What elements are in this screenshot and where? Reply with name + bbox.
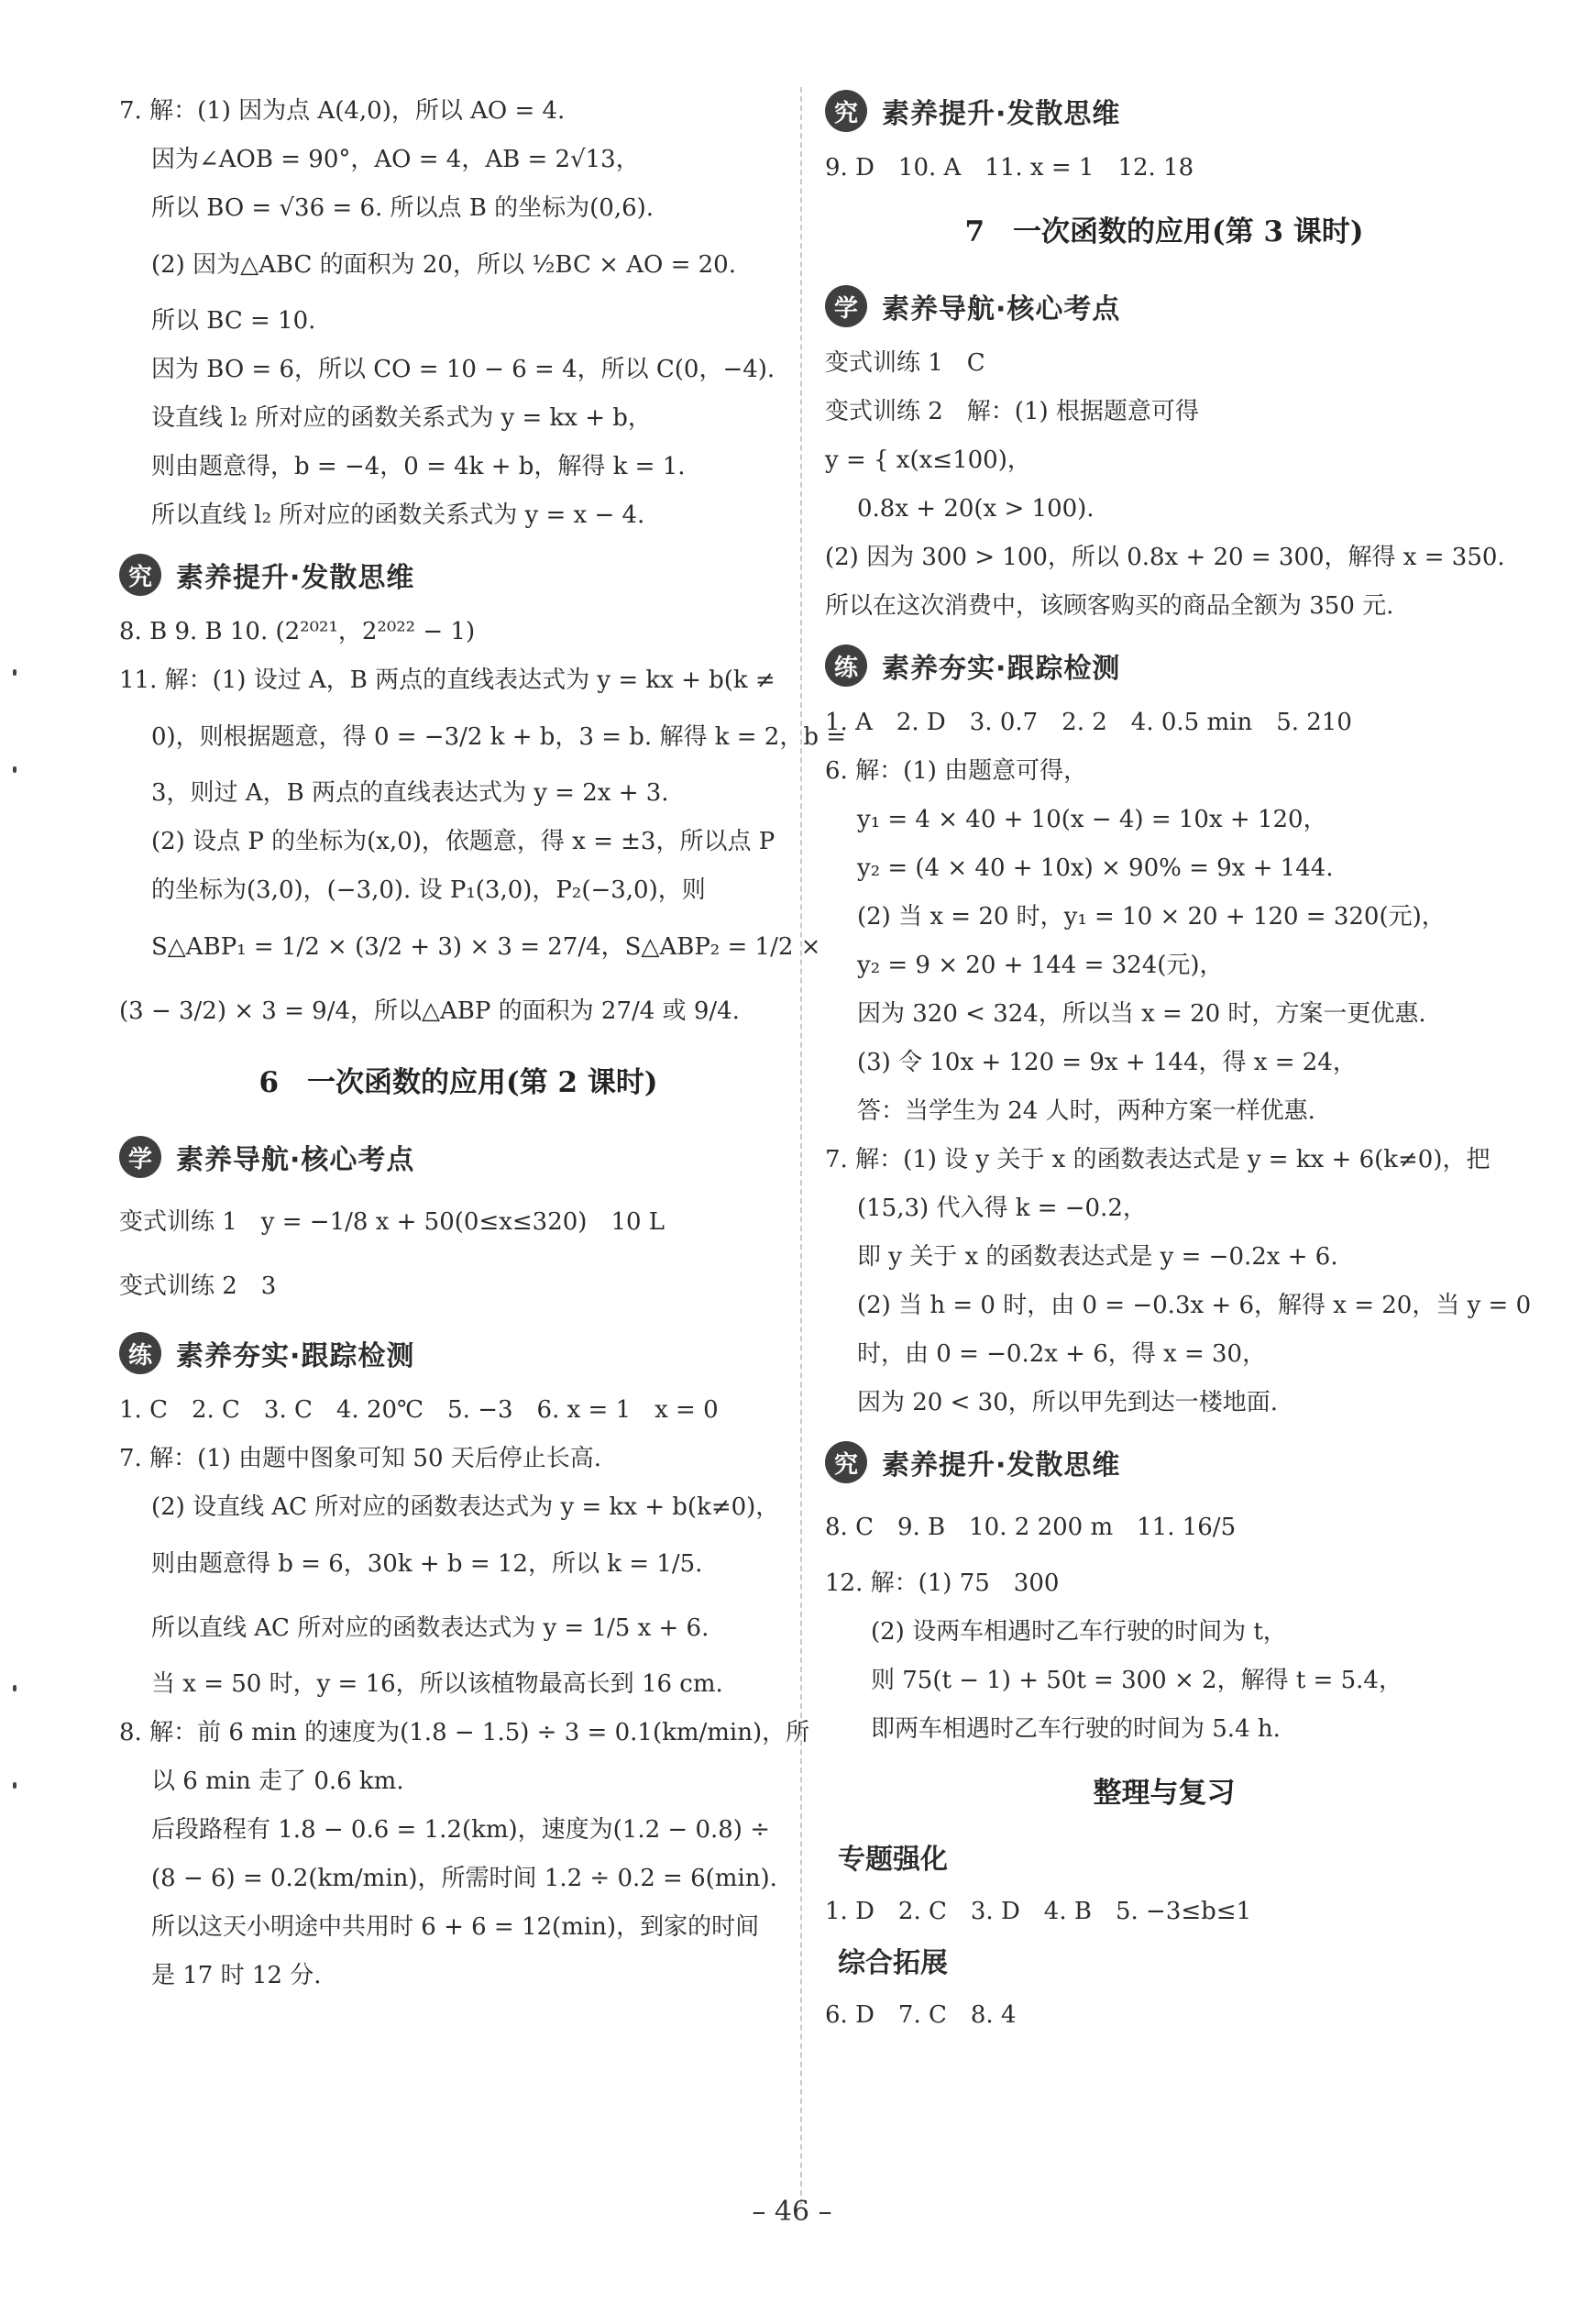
right-column xyxy=(825,87,1532,2040)
subsection-title: 专题强化 xyxy=(838,1844,948,1876)
answer-line: 则由题意得，b = −4，0 = 4k + b，解得 k = 1. xyxy=(151,453,686,480)
answer-line: 当 x = 50 时，y = 16，所以该植物最高长到 16 cm. xyxy=(151,1670,723,1698)
answer-line: 设直线 l₂ 所对应的函数关系式为 y = kx + b， xyxy=(151,404,652,432)
answer-line: 6. D 7. C 8. 4 xyxy=(825,2001,1017,2029)
answer-line: 则由题意得 b = 6，30k + b = 12，所以 k = 1/5. xyxy=(151,1550,703,1578)
section-title: 素养导航·核心考点 xyxy=(176,1144,415,1176)
answer-line: 6. 解：(1) 由题意可得， xyxy=(825,757,1088,785)
section-title: 素养导航·核心考点 xyxy=(882,293,1121,325)
section-header xyxy=(119,545,798,604)
section-badge: 究 xyxy=(825,1441,867,1483)
answer-line: 答：当学生为 24 人时，两种方案一样优惠. xyxy=(857,1097,1315,1125)
answer-line: 所以在这次消费中，该顾客购买的商品全额为 350 元. xyxy=(825,592,1394,620)
answer-line: 因为∠AOB = 90°，AO = 4，AB = 2√13， xyxy=(151,146,640,173)
answer-line: 7. 解：(1) 由题中图象可知 50 天后停止长高. xyxy=(119,1445,602,1472)
answer-line: y = { x(x≤100)， xyxy=(825,446,1031,474)
section-header xyxy=(825,1433,1503,1492)
chapter-title: 6 一次函数的应用(第 2 课时) xyxy=(258,1066,658,1099)
answer-line: 0)，则根据题意，得 0 = −3/2 k + b，3 = b. 解得 k = 2，b = xyxy=(151,723,847,751)
answer-line: 即两车相遇时乙车行驶的时间为 5.4 h. xyxy=(871,1715,1281,1743)
answer-line: 8. B 9. B 10. (2²⁰²¹，2²⁰²² − 1) xyxy=(119,618,476,645)
answer-line: 12. 解：(1) 75 300 xyxy=(825,1570,1060,1597)
answer-line: (2) 因为 300 > 100，所以 0.8x + 20 = 300，解得 x = 350. xyxy=(825,544,1505,571)
answer-line: (8 − 6) = 0.2(km/min)，所需时间 1.2 ÷ 0.2 = 6(min). xyxy=(151,1865,777,1892)
section-header xyxy=(119,1128,798,1186)
answer-line: (2) 设两车相遇时乙车行驶的时间为 t， xyxy=(871,1618,1287,1646)
section-title: 素养提升·发散思维 xyxy=(176,562,415,594)
section-badge: 究 xyxy=(825,90,867,132)
answer-line: 所以 BO = √36 = 6. 所以点 B 的坐标为(0,6). xyxy=(151,194,654,222)
answer-line: 所以直线 l₂ 所对应的函数关系式为 y = x − 4. xyxy=(151,501,645,529)
answer-line: 是 17 时 12 分. xyxy=(151,1962,322,1989)
answer-line: S△ABP₁ = 1/2 × (3/2 + 3) × 3 = 27/4，S△ABP₂ = 1/2 × xyxy=(151,933,821,961)
section-header xyxy=(825,82,1503,140)
answer-line: 所以直线 AC 所对应的函数表达式为 y = 1/5 x + 6. xyxy=(151,1614,710,1642)
answer-line: y₁ = 4 × 40 + 10(x − 4) = 10x + 120， xyxy=(857,806,1327,833)
chapter-title: 7 一次函数的应用(第 3 课时) xyxy=(964,215,1364,248)
answer-line: 9. D 10. A 11. x = 1 12. 18 xyxy=(825,154,1194,182)
answer-line: 所以这天小明途中共用时 6 + 6 = 12(min)，到家的时间 xyxy=(151,1913,760,1941)
answer-line: (15,3) 代入得 k = −0.2， xyxy=(857,1195,1147,1222)
answer-line: 7. 解：(1) 设 y 关于 x 的函数表达式是 y = kx + 6(k≠0)，把 xyxy=(825,1146,1490,1173)
review-title: 整理与复习 xyxy=(1093,1777,1236,1810)
answer-line: 7. 解：(1) 因为点 A(4,0)，所以 AO = 4. xyxy=(119,97,566,125)
answer-line: 0.8x + 20(x > 100). xyxy=(857,495,1094,523)
section-badge: 学 xyxy=(825,285,867,327)
section-header xyxy=(119,1324,798,1382)
answer-line: (2) 当 h = 0 时，由 0 = −0.3x + 6，解得 x = 20，当 y = 0 xyxy=(857,1292,1532,1319)
section-header xyxy=(825,277,1503,336)
margin-mark xyxy=(13,766,16,773)
answer-line: (2) 设直线 AC 所对应的函数表达式为 y = kx + b(k≠0)， xyxy=(151,1493,780,1521)
section-title: 素养提升·发散思维 xyxy=(882,98,1121,130)
answer-line: (2) 当 x = 20 时，y₁ = 10 × 20 + 120 = 320(元)， xyxy=(857,903,1446,931)
column-divider xyxy=(800,87,802,2205)
section-badge: 学 xyxy=(119,1136,161,1178)
answer-line: 后段路程有 1.8 − 0.6 = 1.2(km)，速度为(1.2 − 0.8) ÷ xyxy=(151,1816,770,1844)
answer-line: 8. 解：前 6 min 的速度为(1.8 − 1.5) ÷ 3 = 0.1(km/min)，所 xyxy=(119,1719,810,1746)
answer-line: y₂ = 9 × 20 + 144 = 324(元)， xyxy=(857,952,1224,979)
section-title: 素养夯实·跟踪检测 xyxy=(176,1340,415,1372)
answer-line: 因为 BO = 6，所以 CO = 10 − 6 = 4，所以 C(0，−4). xyxy=(151,356,776,383)
answer-line: 1. A 2. D 3. 0.7 2. 2 4. 0.5 min 5. 210 xyxy=(825,709,1352,736)
answer-line: 1. C 2. C 3. C 4. 20℃ 5. −3 6. x = 1 x = 0 xyxy=(119,1396,719,1424)
section-badge: 究 xyxy=(119,554,161,596)
section-badge: 练 xyxy=(825,644,867,687)
answer-line: 11. 解：(1) 设过 A，B 两点的直线表达式为 y = kx + b(k ≠ xyxy=(119,666,776,694)
answer-line: 变式训练 2 解：(1) 根据题意可得 xyxy=(825,398,1199,425)
answer-line: (2) 设点 P 的坐标为(x,0)，依题意，得 x = ±3，所以点 P xyxy=(151,828,776,855)
answer-line: 即 y 关于 x 的函数表达式是 y = −0.2x + 6. xyxy=(857,1243,1338,1271)
section-header xyxy=(825,636,1503,695)
answer-line: (3) 令 10x + 120 = 9x + 144，得 x = 24， xyxy=(857,1049,1357,1076)
answer-line: 3，则过 A，B 两点的直线表达式为 y = 2x + 3. xyxy=(151,779,669,807)
left-column xyxy=(119,87,847,2000)
answer-line: (3 − 3/2) × 3 = 9/4，所以△ABP 的面积为 27/4 或 9/4. xyxy=(119,997,740,1025)
answer-line: 所以 BC = 10. xyxy=(151,307,316,335)
answer-line: 变式训练 1 C xyxy=(825,349,985,377)
section-badge: 练 xyxy=(119,1332,161,1374)
subsection-title: 综合拓展 xyxy=(838,1947,948,1979)
answer-line: (2) 因为△ABC 的面积为 20，所以 ½BC × AO = 20. xyxy=(151,251,736,279)
answer-line: 1. D 2. C 3. D 4. B 5. −3≤b≤1 xyxy=(825,1898,1252,1925)
page-number: – 46 – xyxy=(752,2196,832,2228)
margin-mark xyxy=(13,1782,16,1789)
answer-line: 因为 320 < 324，所以当 x = 20 时，方案一更优惠. xyxy=(857,1000,1426,1028)
answer-line: 的坐标为(3,0)，(−3,0). 设 P₁(3,0)，P₂(−3,0)，则 xyxy=(151,876,706,904)
answer-line: 变式训练 2 3 xyxy=(119,1272,277,1300)
answer-line: 以 6 min 走了 0.6 km. xyxy=(151,1768,404,1795)
answer-line: 则 75(t − 1) + 50t = 300 × 2，解得 t = 5.4， xyxy=(871,1667,1402,1694)
section-title: 素养提升·发散思维 xyxy=(882,1449,1121,1481)
margin-mark xyxy=(13,669,16,676)
margin-mark xyxy=(13,1685,16,1691)
answer-line: 变式训练 1 y = −1/8 x + 50(0≤x≤320) 10 L xyxy=(119,1208,666,1236)
answer-line: 8. C 9. B 10. 2 200 m 11. 16/5 xyxy=(825,1514,1237,1541)
section-title: 素养夯实·跟踪检测 xyxy=(882,653,1121,685)
answer-line: 因为 20 < 30，所以甲先到达一楼地面. xyxy=(857,1389,1279,1416)
answer-line: 时，由 0 = −0.2x + 6，得 x = 30， xyxy=(857,1340,1267,1368)
answer-line: y₂ = (4 × 40 + 10x) × 90% = 9x + 144. xyxy=(857,854,1334,882)
